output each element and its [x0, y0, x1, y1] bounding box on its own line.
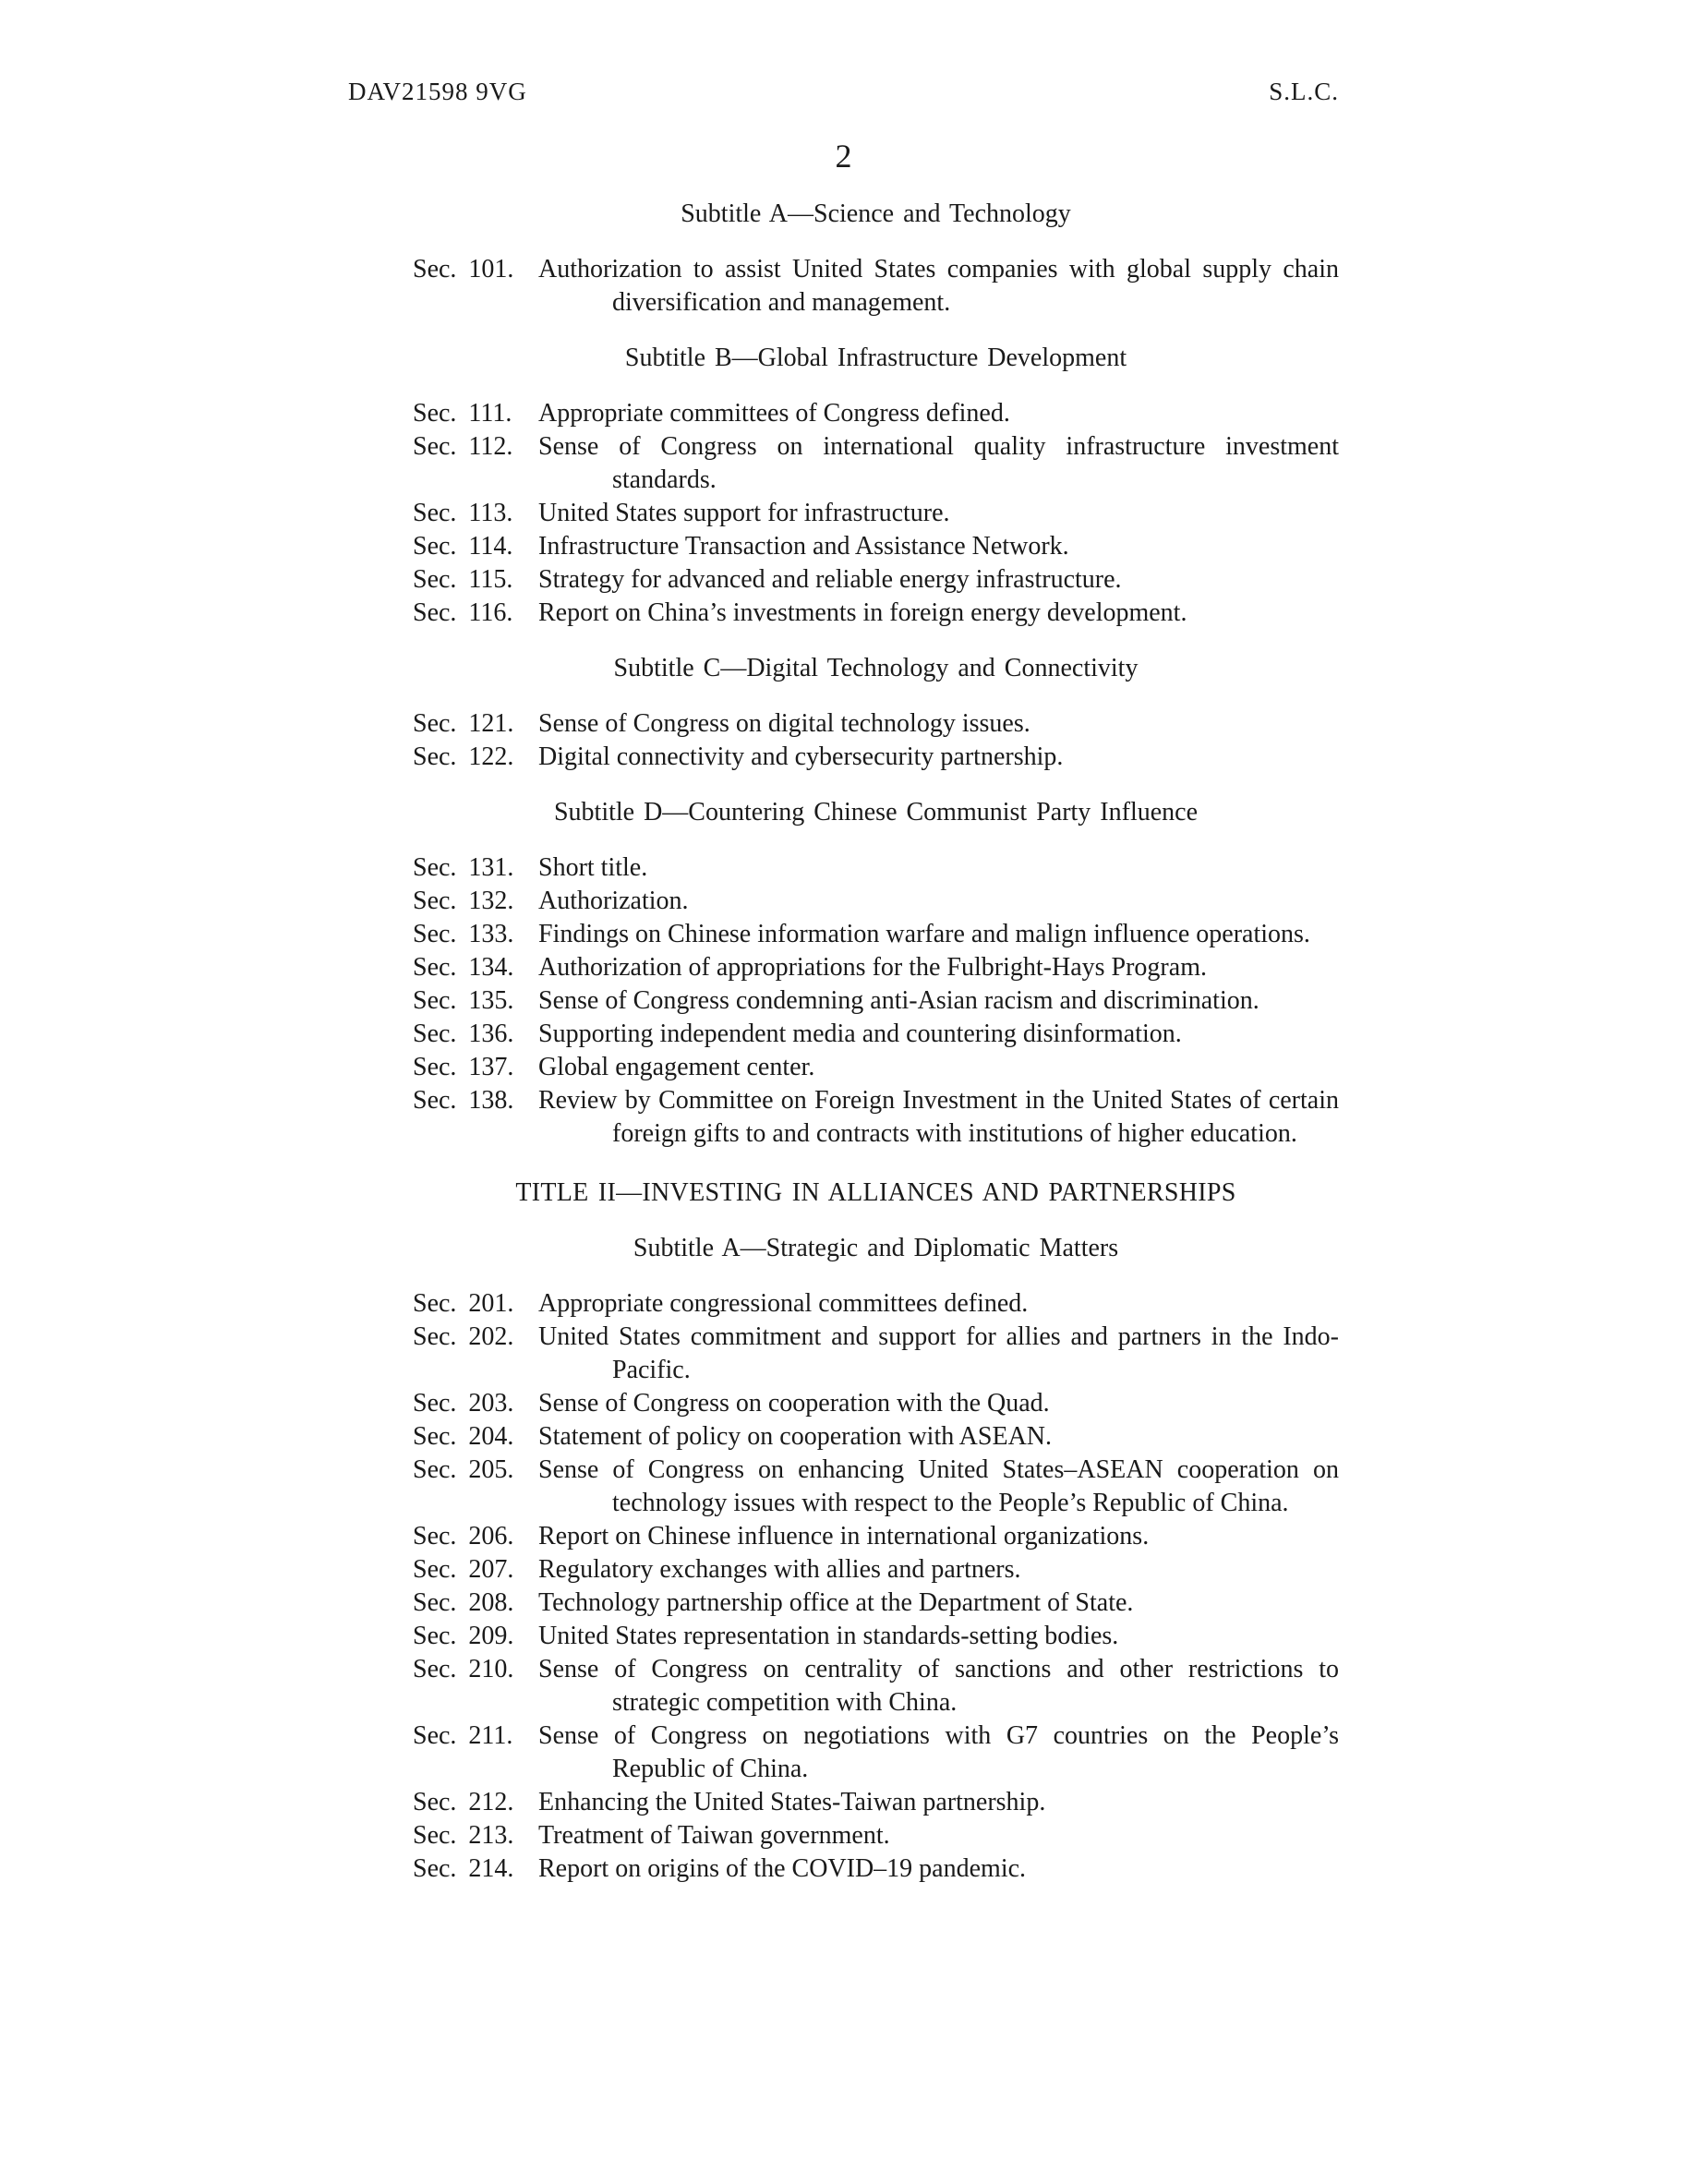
section-title: Appropriate congressional committees defined. — [538, 1289, 1029, 1318]
section-desc-wrap — [464, 1620, 1339, 1653]
section-desc-wrap — [464, 1084, 1339, 1151]
section-number: Sec. 137. — [413, 1053, 514, 1081]
section-number: Sec. 112. — [413, 432, 513, 461]
section-number: Sec. 122. — [413, 742, 514, 771]
section-number: Sec. 206. — [413, 1522, 514, 1551]
toc-entry — [413, 597, 1339, 630]
section-desc-wrap — [464, 563, 1339, 597]
section-number: Sec. 114. — [413, 532, 513, 561]
subtitle-heading: Subtitle B—Global Infrastructure Development — [624, 344, 1127, 372]
toc-entry — [413, 1454, 1339, 1520]
section-desc-wrap — [464, 1387, 1339, 1420]
section-list — [413, 1287, 1339, 1886]
subtitle-heading: Subtitle C—Digital Technology and Connectivity — [613, 654, 1139, 682]
section-desc-wrap — [464, 1553, 1339, 1587]
section-desc-wrap — [464, 1587, 1339, 1620]
section-number: Sec. 113. — [413, 499, 513, 527]
section-desc-wrap — [464, 1653, 1339, 1719]
section-title: Strategy for advanced and reliable energy infrastructure. — [538, 565, 1122, 594]
section-desc-wrap — [464, 951, 1339, 984]
section-title: Authorization. — [538, 887, 689, 915]
toc-entry — [413, 1287, 1339, 1321]
section-title: Report on Chinese influence in international organizations. — [538, 1522, 1150, 1551]
section-desc-wrap — [464, 1852, 1339, 1886]
toc-entry — [413, 1321, 1339, 1387]
section-title: Digital connectivity and cybersecurity partnership. — [538, 742, 1064, 771]
section-number: Sec. 212. — [413, 1788, 514, 1816]
section-desc-wrap — [464, 1018, 1339, 1051]
section-desc-wrap — [464, 430, 1339, 497]
section-number: Sec. 203. — [413, 1389, 514, 1418]
section-number: Sec. 201. — [413, 1289, 514, 1318]
section-list — [413, 707, 1339, 774]
section-desc-wrap — [464, 707, 1339, 741]
section-title: Statement of policy on cooperation with ASEAN. — [538, 1422, 1053, 1451]
section-title: Technology partnership office at the Department of State. — [538, 1588, 1134, 1617]
section-title: Sense of Congress on centrality of sanctions and other restrictions to strategic competition with China. — [538, 1655, 1339, 1717]
section-title: Sense of Congress on enhancing United States–ASEAN cooperation on technology issues with respect to the People’s Republic of China. — [538, 1455, 1339, 1517]
section-title: Sense of Congress on digital technology issues. — [538, 709, 1030, 738]
section-title: Infrastructure Transaction and Assistance Network. — [538, 532, 1069, 561]
section-title: Global engagement center. — [538, 1053, 815, 1081]
section-title: United States representation in standards-setting bodies. — [538, 1622, 1119, 1650]
section-title: Short title. — [538, 853, 648, 882]
toc-entry — [413, 1420, 1339, 1454]
section-desc-wrap — [464, 1520, 1339, 1553]
title-heading: TITLE II—INVESTING IN ALLIANCES AND PARTNERSHIPS — [515, 1178, 1236, 1207]
section-title: United States support for infrastructure. — [538, 499, 950, 527]
section-number: Sec. 207. — [413, 1555, 514, 1584]
toc-entry — [413, 951, 1339, 984]
toc-entry — [413, 1786, 1339, 1819]
section-desc-wrap — [464, 1719, 1339, 1786]
section-number: Sec. 134. — [413, 953, 514, 982]
section-desc-wrap — [464, 984, 1339, 1018]
section-title: Report on origins of the COVID–19 pandemic. — [538, 1854, 1027, 1883]
toc-entry — [413, 1051, 1339, 1084]
section-number: Sec. 133. — [413, 920, 514, 948]
section-desc-wrap — [464, 1454, 1339, 1520]
section-number: Sec. 116. — [413, 598, 513, 627]
section-title: Report on China’s investments in foreign energy development. — [538, 598, 1187, 627]
section-desc-wrap — [464, 1420, 1339, 1454]
slc-marker: S.L.C. — [1269, 78, 1339, 105]
toc-entry — [413, 1653, 1339, 1719]
toc-entry — [413, 1387, 1339, 1420]
section-title: Authorization to assist United States companies with global supply chain diversification and management. — [538, 255, 1339, 317]
section-title: Regulatory exchanges with allies and partners. — [538, 1555, 1021, 1584]
section-desc-wrap — [464, 885, 1339, 918]
toc-entry — [413, 253, 1339, 320]
section-title: Sense of Congress on negotiations with G7 countries on the People’s Republic of China. — [538, 1721, 1339, 1783]
table-of-contents — [413, 198, 1339, 1886]
section-desc-wrap — [464, 497, 1339, 530]
section-title: Sense of Congress on international quality infrastructure investment standards. — [538, 432, 1339, 494]
section-number: Sec. 101. — [413, 255, 514, 284]
page-number: 2 — [835, 138, 852, 175]
section-title: Sense of Congress condemning anti-Asian racism and discrimination. — [538, 986, 1259, 1015]
section-desc-wrap — [464, 918, 1339, 951]
section-title: Authorization of appropriations for the Fulbright-Hays Program. — [538, 953, 1207, 982]
section-desc-wrap — [464, 597, 1339, 630]
section-number: Sec. 115. — [413, 565, 513, 594]
section-number: Sec. 209. — [413, 1622, 514, 1650]
section-number: Sec. 121. — [413, 709, 514, 738]
toc-entry — [413, 397, 1339, 430]
section-number: Sec. 132. — [413, 887, 514, 915]
section-list — [413, 397, 1339, 630]
subtitle-heading: Subtitle A—Science and Technology — [681, 199, 1071, 228]
toc-entry — [413, 563, 1339, 597]
section-desc-wrap — [464, 253, 1339, 320]
toc-entry — [413, 918, 1339, 951]
section-number: Sec. 210. — [413, 1655, 514, 1683]
section-desc-wrap — [464, 530, 1339, 563]
section-title: Sense of Congress on cooperation with the Quad. — [538, 1389, 1050, 1418]
section-number: Sec. 208. — [413, 1588, 514, 1617]
toc-entry — [413, 741, 1339, 774]
toc-entry — [413, 707, 1339, 741]
toc-entry — [413, 1553, 1339, 1587]
section-number: Sec. 204. — [413, 1422, 514, 1451]
toc-entry — [413, 1620, 1339, 1653]
section-title: Review by Committee on Foreign Investment in the United States of certain foreign gifts to and contracts with institutions of higher education. — [538, 1086, 1339, 1148]
section-number: Sec. 135. — [413, 986, 514, 1015]
toc-entry — [413, 1719, 1339, 1786]
section-desc-wrap — [464, 1819, 1339, 1852]
section-number: Sec. 136. — [413, 1020, 514, 1048]
toc-entry — [413, 497, 1339, 530]
section-number: Sec. 111. — [413, 399, 512, 428]
document-id: DAV21598 9VG — [348, 78, 527, 105]
section-title: United States commitment and support for allies and partners in the Indo-Pacific. — [538, 1322, 1339, 1384]
section-number: Sec. 205. — [413, 1455, 514, 1484]
toc-entry — [413, 984, 1339, 1018]
toc-entry — [413, 1587, 1339, 1620]
section-desc-wrap — [464, 741, 1339, 774]
section-desc-wrap — [464, 397, 1339, 430]
section-title: Supporting independent media and countering disinformation. — [538, 1020, 1182, 1048]
subtitle-heading: Subtitle D—Countering Chinese Communist Party Influence — [553, 798, 1199, 827]
toc-entry — [413, 1852, 1339, 1886]
section-title: Treatment of Taiwan government. — [538, 1821, 890, 1850]
section-title: Findings on Chinese information warfare and malign influence operations. — [538, 920, 1310, 948]
section-title: Appropriate committees of Congress defined. — [538, 399, 1010, 428]
toc-entry — [413, 885, 1339, 918]
section-desc-wrap — [464, 1051, 1339, 1084]
section-number: Sec. 214. — [413, 1854, 514, 1883]
toc-entry — [413, 530, 1339, 563]
section-title: Enhancing the United States-Taiwan partnership. — [538, 1788, 1046, 1816]
section-list — [413, 851, 1339, 1151]
section-list — [413, 253, 1339, 320]
toc-entry — [413, 851, 1339, 885]
section-desc-wrap — [464, 851, 1339, 885]
section-number: Sec. 213. — [413, 1821, 514, 1850]
toc-entry — [413, 1084, 1339, 1151]
toc-entry — [413, 430, 1339, 497]
toc-entry — [413, 1520, 1339, 1553]
toc-entry — [413, 1018, 1339, 1051]
toc-entry — [413, 1819, 1339, 1852]
section-number: Sec. 138. — [413, 1086, 514, 1115]
section-number: Sec. 202. — [413, 1322, 514, 1351]
section-desc-wrap — [464, 1287, 1339, 1321]
subtitle-heading: Subtitle A—Strategic and Diplomatic Matters — [633, 1234, 1119, 1262]
section-desc-wrap — [464, 1321, 1339, 1387]
section-number: Sec. 211. — [413, 1721, 513, 1750]
section-desc-wrap — [464, 1786, 1339, 1819]
section-number: Sec. 131. — [413, 853, 514, 882]
